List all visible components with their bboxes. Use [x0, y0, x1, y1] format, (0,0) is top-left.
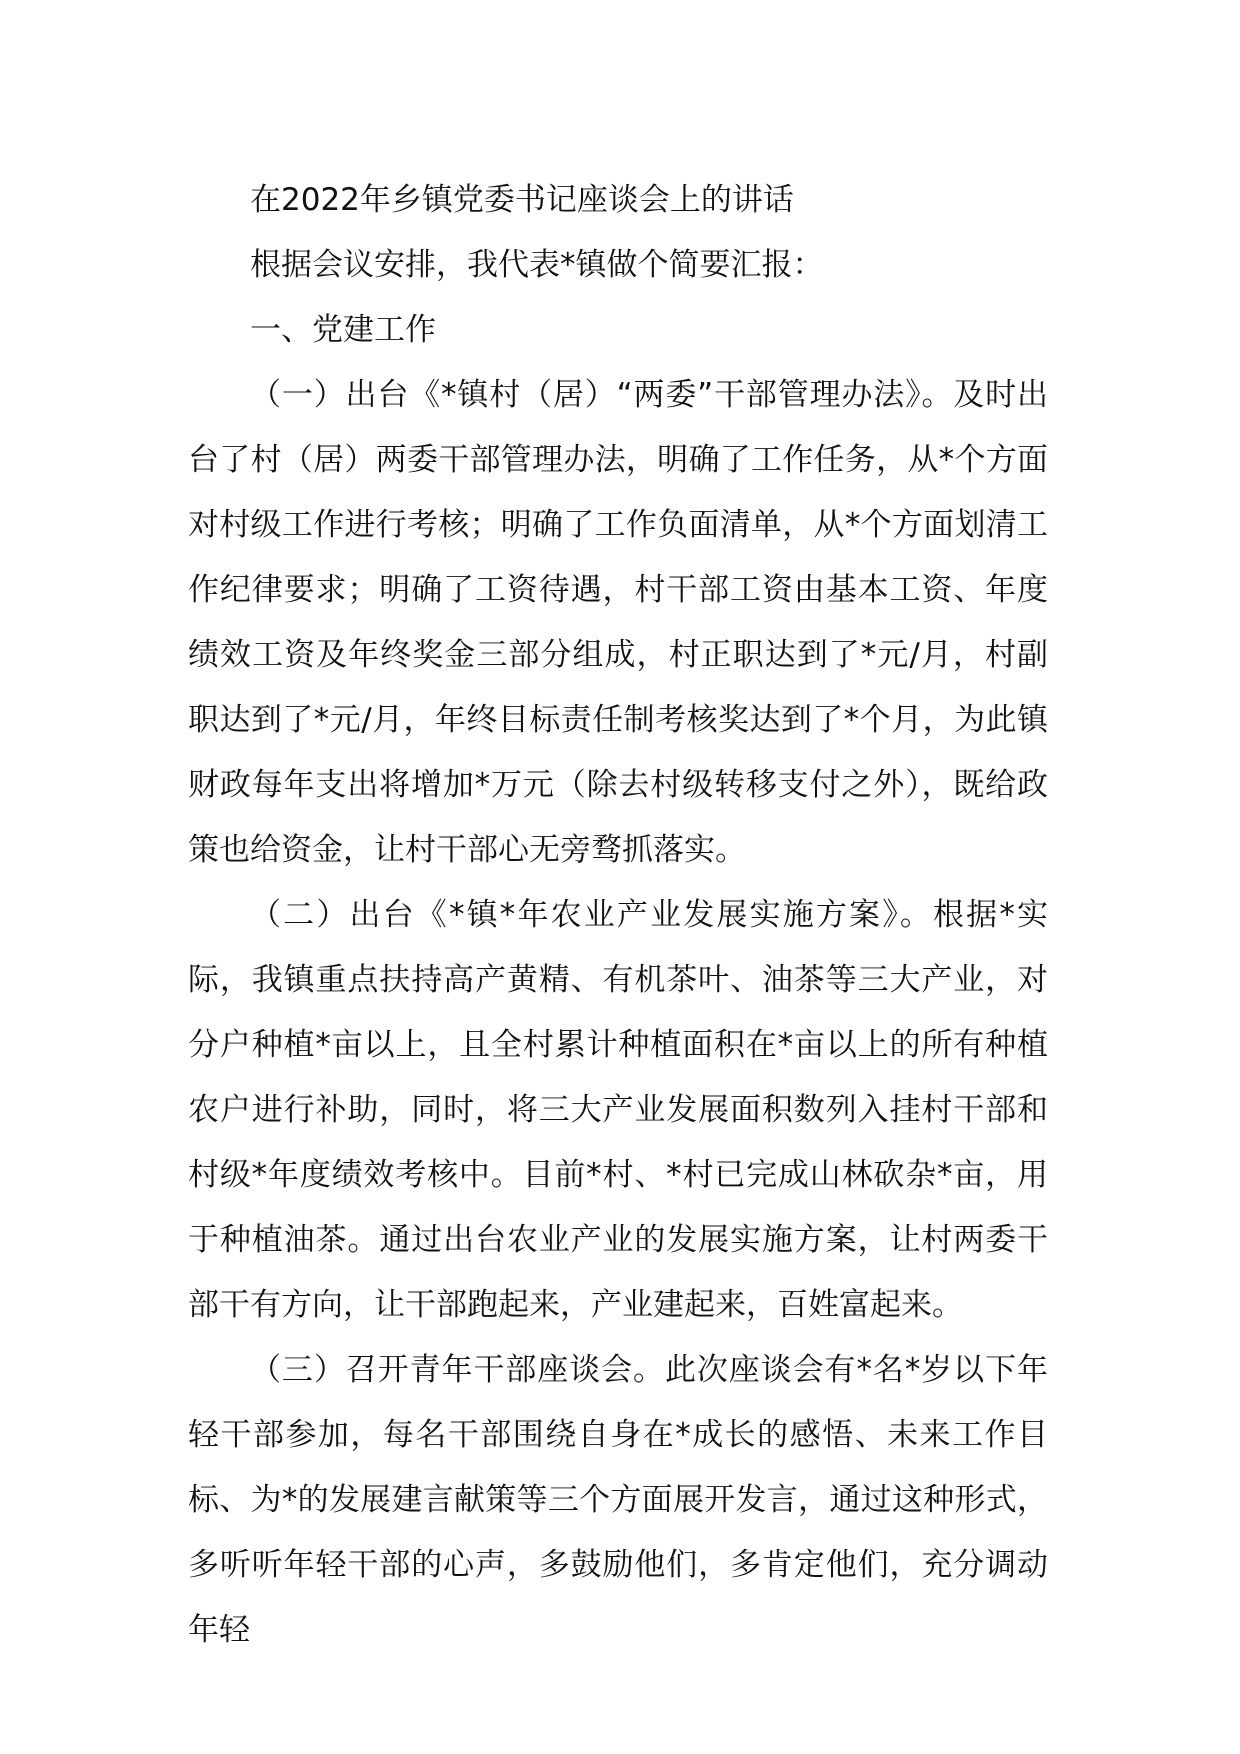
- paragraph-3: （三）召开青年干部座谈会。此次座谈会有*名*岁以下年轻干部参加，每名干部围绕自身在*成长的感悟、未来工作目标、为*的发展建言献策等三个方面展开发言，通过这种形式，多听听年轻干部的心声，多鼓励他们，多肯定他们，充分调动年轻: [188, 1352, 1048, 1648]
- section-heading: 一、党建工作: [250, 312, 436, 348]
- paragraph-1: （一）出台《*镇村（居）“两委”干部管理办法》。及时出台了村（居）两委干部管理办法，明确了工作任务，从*个方面对村级工作进行考核；明确了工作负面清单，从*个方面划清工作纪律要求；明确了工资待遇，村干部工资由基本工资、年度绩效工资及年终奖金三部分组成，村正职达到了*元/月，村副职达到了*元/月，年终目标责任制考核奖达到了*个月，为此镇财政每年支出将增加*万元（除去村级转移支付之外），既给政策也给资金，让村干部心无旁骛抓落实。: [188, 377, 1048, 868]
- intro-line: 根据会议安排，我代表*镇做个简要汇报：: [250, 247, 824, 283]
- document-title: 在2022年乡镇党委书记座谈会上的讲话: [250, 182, 794, 218]
- paragraph-2: （二）出台《*镇*年农业产业发展实施方案》。根据*实际，我镇重点扶持高产黄精、有机茶叶、油茶等三大产业，对分户种植*亩以上，且全村累计种植面积在*亩以上的所有种植农户进行补助，同时，将三大产业发展面积数列入挂村干部和村级*年度绩效考核中。目前*村、*村已完成山林砍杂*亩，用于种植油茶。通过出台农业产业的发展实施方案，让村两委干部干有方向，让干部跑起来，产业建起来，百姓富起来。: [188, 897, 1048, 1323]
- document-body: [188, 168, 1048, 1663]
